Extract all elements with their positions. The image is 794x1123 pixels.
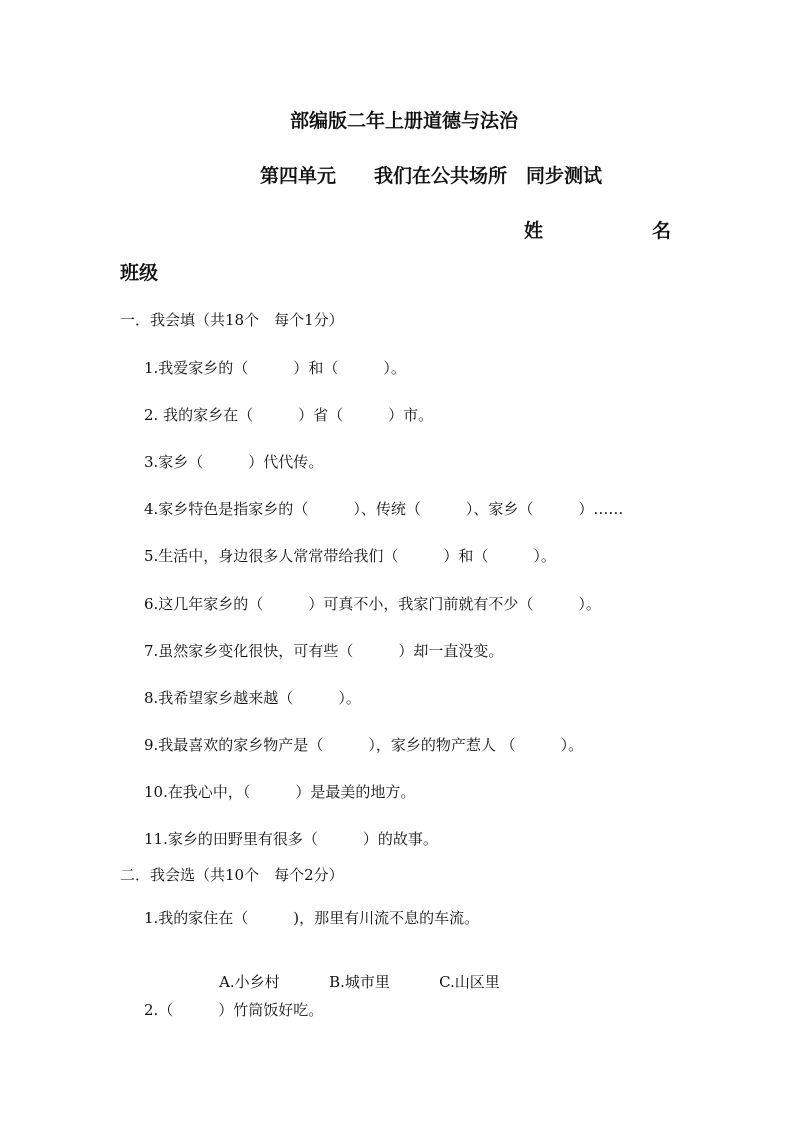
- fill-question-11: 11.家乡的田野里有很多（ ）的故事。: [144, 830, 438, 848]
- section-1-heading: 一．我会填（共18个 每个1分）: [120, 311, 344, 329]
- fill-question-4: 4.家乡特色是指家乡的（ ）、传统（ ）、家乡（ ）……: [144, 500, 624, 518]
- name-label-first-char: 姓: [524, 220, 544, 242]
- option-c: C.山区里: [439, 973, 500, 991]
- section-2-heading: 二．我会选（共10个 每个2分）: [120, 866, 344, 884]
- fill-question-9: 9.我最喜欢的家乡物产是（ ），家乡的物产惹人 （ ）。: [144, 736, 584, 754]
- fill-question-7: 7.虽然家乡变化很快，可有些（ ）却一直没变。: [144, 642, 504, 660]
- unit-subtitle: 第四单元 我们在公共场所 同步测试: [260, 165, 603, 187]
- fill-question-5: 5.生活中，身边很多人常常带给我们（ ）和（ ）。: [144, 547, 556, 565]
- option-a: A.小乡村: [219, 973, 280, 991]
- choice-question-1: 1.我的家住在（ )，那里有川流不息的车流。: [144, 909, 480, 927]
- fill-question-6: 6.这几年家乡的（ ）可真不小，我家门前就有不少（ ）。: [144, 595, 601, 613]
- option-b: B.城市里: [329, 973, 390, 991]
- fill-question-8: 8.我希望家乡越来越（ ）。: [144, 689, 361, 707]
- choice-question-2: 2.（ ）竹筒饭好吃。: [144, 1001, 324, 1019]
- page-title: 部编版二年上册道德与法治: [290, 110, 519, 132]
- fill-question-2: 2. 我的家乡在（ ）省（ ）市。: [144, 406, 434, 424]
- fill-question-3: 3.家乡（ ）代代传。: [144, 453, 324, 471]
- fill-question-1: 1.我爱家乡的（ ）和（ ）。: [144, 359, 406, 377]
- name-label-second-char: 名: [652, 220, 672, 242]
- fill-question-10: 10.在我心中，（ ）是最美的地方。: [144, 783, 416, 801]
- class-label: 班级: [120, 262, 159, 284]
